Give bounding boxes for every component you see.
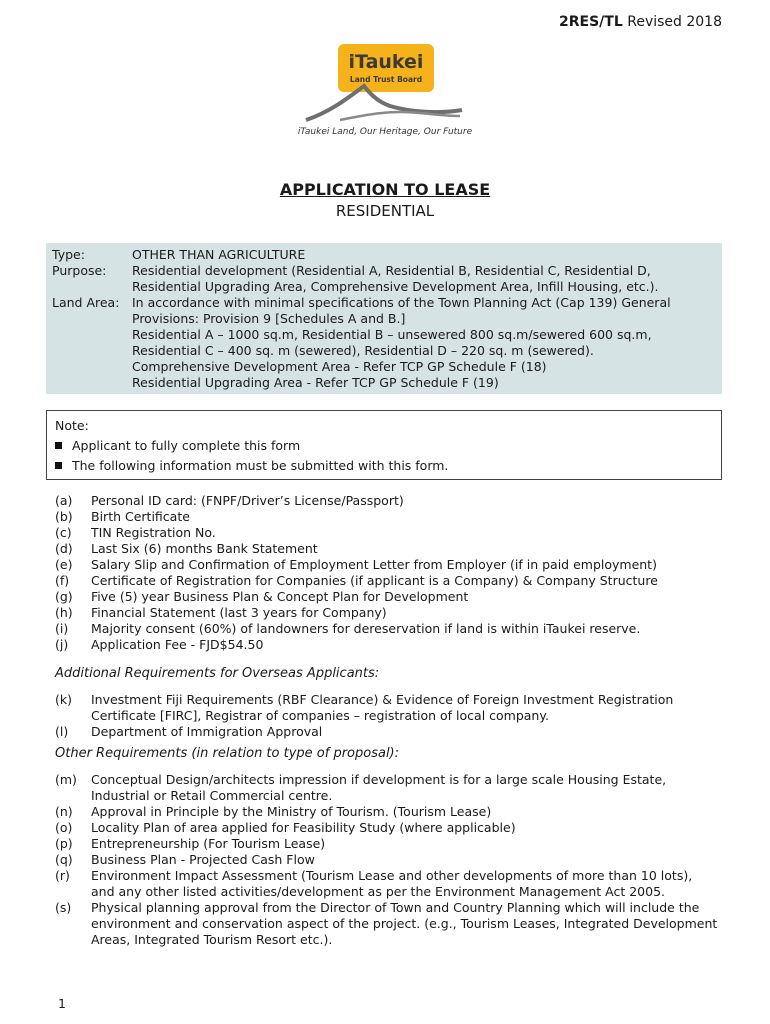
type-value: OTHER THAN AGRICULTURE [132,247,306,262]
requirement-key: (g) [55,589,73,604]
requirement-key: (p) [55,836,73,851]
purpose-line: Residential Upgrading Area, Comprehensive Development Area, Infill Housing, etc.). [132,279,659,294]
document-subtitle: RESIDENTIAL [335,202,435,220]
land-area-line: Residential Upgrading Area - Refer TCP GP Schedule F (19) [132,375,499,390]
form-code: 2RES/TL [559,14,623,30]
land-area-label: Land Area: [52,295,120,310]
requirement-text: Business Plan - Projected Cash Flow [91,852,315,867]
note-bullet-text: Applicant to fully complete this form [72,438,301,453]
requirement-key: (k) [55,692,72,707]
requirement-text: Physical planning approval from the Director of Town and Country Planning which will include the [91,900,700,915]
requirement-text: Investment Fiji Requirements (RBF Clearance) & Evidence of Foreign Investment Registration [91,692,674,707]
purpose-line: Residential development (Residential A, Residential B, Residential C, Residential D, [132,263,651,278]
page-number: 1 [58,996,66,1011]
land-area-line: Provisions: Provision 9 [Schedules A and B.] [132,311,406,326]
requirement-text: Birth Certificate [91,509,190,524]
requirement-key: (o) [55,820,73,835]
requirement-key: (d) [55,541,73,556]
requirement-key: (c) [55,525,72,540]
requirement-text: Majority consent (60%) of landowners for dereservation if land is within iTaukei reserve. [91,621,641,636]
requirement-key: (i) [55,621,69,636]
requirement-text: Industrial or Retail Commercial centre. [91,788,333,803]
requirement-key: (f) [55,573,70,588]
land-area-line: In accordance with minimal specifications of the Town Planning Act (Cap 139) General [132,295,671,310]
land-area-line: Residential C – 400 sq. m (sewered), Residential D – 220 sq. m (sewered). [132,343,594,358]
requirement-key: (s) [55,900,72,915]
land-area-line: Comprehensive Development Area - Refer TCP GP Schedule F (18) [132,359,547,374]
requirement-key: (b) [55,509,73,524]
overseas-heading: Additional Requirements for Overseas Applicants: [55,666,380,681]
square-bullet-icon [55,462,62,469]
requirement-text: Certificate [FIRC], Registrar of companies – registration of local company. [91,708,549,723]
form-reference [559,14,722,30]
requirement-text: Conceptual Design/architects impression if development is for a large scale Housing Estate, [91,772,667,787]
note-bullet [55,438,300,453]
logo-subtitle: Land Trust Board [349,75,423,84]
requirement-text: TIN Registration No. [91,525,216,540]
requirement-text: Locality Plan of area applied for Feasibility Study (where applicable) [91,820,516,835]
requirement-text: Financial Statement (last 3 years for Company) [91,605,387,620]
requirement-key: (l) [55,724,69,739]
requirement-text: Last Six (6) months Bank Statement [91,541,318,556]
note-bullet [55,458,448,473]
logo-tagline: iTaukei Land, Our Heritage, Our Future [297,127,473,137]
logo-brand: iTaukei [348,51,424,73]
requirement-text: Areas, Integrated Tourism Resort etc.). [91,932,333,947]
requirement-text: Certificate of Registration for Companies (if applicant is a Company) & Company Structure [91,573,658,588]
type-label: Type: [52,247,85,262]
other-heading: Other Requirements (in relation to type of proposal): [55,746,400,761]
note-label: Note: [55,418,89,433]
purpose-label: Purpose: [52,263,107,278]
requirement-text: Environment Impact Assessment (Tourism Lease and other developments of more than 10 lots), [91,868,693,883]
requirement-key: (j) [55,637,69,652]
requirement-text: Application Fee - FJD$54.50 [91,637,264,652]
revision-text: Revised 2018 [627,14,722,30]
requirement-text: Salary Slip and Confirmation of Employment Letter from Employer (if in paid employment) [91,557,657,572]
requirement-text: Approval in Principle by the Ministry of Tourism. (Tourism Lease) [91,804,492,819]
requirement-key: (n) [55,804,73,819]
land-area-line: Residential A – 1000 sq.m, Residential B – unsewered 800 sq.m/sewered 600 sq.m, [132,327,652,342]
document-title: APPLICATION TO LEASE [279,180,491,199]
requirement-key: (h) [55,605,73,620]
requirement-key: (r) [55,868,70,883]
requirement-key: (e) [55,557,73,572]
requirement-text: Entrepreneurship (For Tourism Lease) [91,836,326,851]
square-bullet-icon [55,442,62,449]
requirement-key: (m) [55,772,77,787]
requirement-text: Five (5) year Business Plan & Concept Plan for Development [91,589,469,604]
requirement-key: (q) [55,852,73,867]
requirement-text: Department of Immigration Approval [91,724,323,739]
note-bullet-text: The following information must be submitted with this form. [72,458,449,473]
requirement-text: environment and conservation aspect of the project. (e.g., Tourism Leases, Integrated Development [91,916,718,931]
requirement-text: Personal ID card: (FNPF/Driver’s License/Passport) [91,493,404,508]
requirement-key: (a) [55,493,73,508]
requirement-text: and any other listed activities/development as per the Environment Management Act 2005. [91,884,666,899]
